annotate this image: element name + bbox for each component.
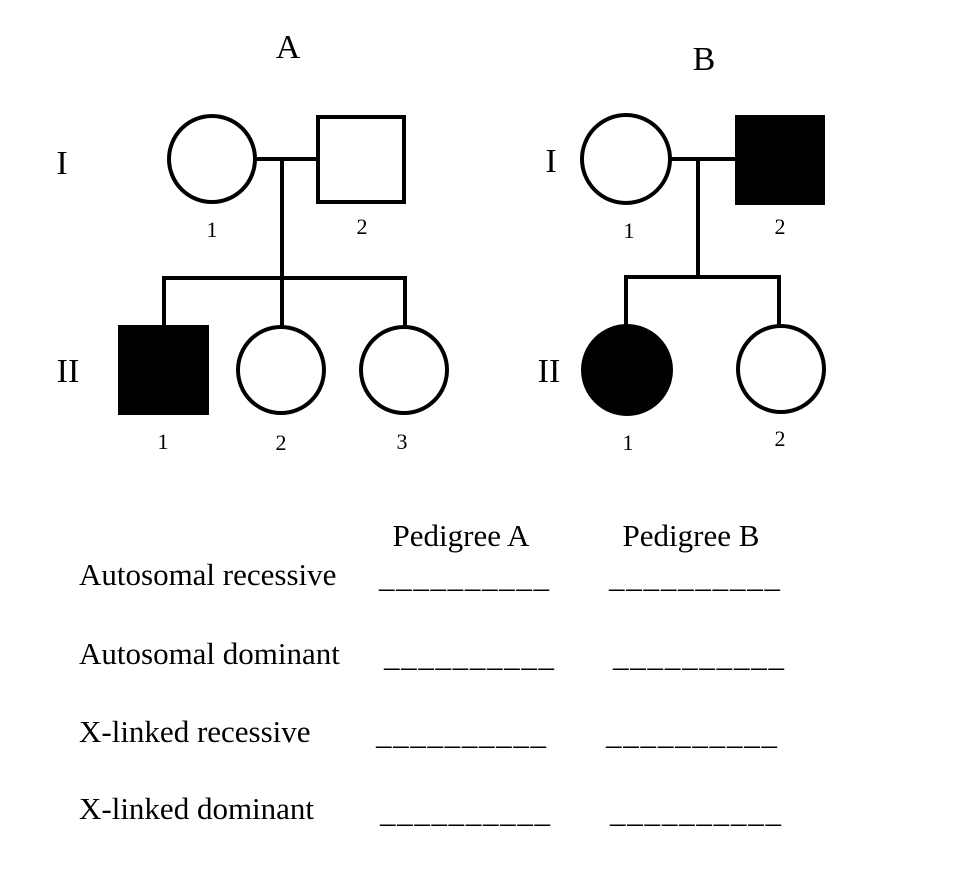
row-label-x-linked-dominant: X-linked dominant (79, 791, 315, 826)
answer-blank-b-autosomal-recessive[interactable]: __________ (609, 559, 780, 594)
pedigree-a-i1-female (169, 116, 255, 202)
row-label-autosomal-recessive: Autosomal recessive (79, 557, 337, 592)
pedigree-b-ii1-female-affected (583, 326, 671, 414)
pedigree-b-ii2-number: 2 (774, 426, 786, 451)
column-header-pedigree-a: Pedigree A (392, 518, 530, 553)
pedigree-b-i1-number: 1 (623, 218, 635, 243)
answer-blank-a-x-linked-dominant[interactable]: __________ (380, 794, 550, 829)
pedigree-a-i1-number: 1 (206, 217, 218, 242)
pedigree-a-ii3-number: 3 (396, 429, 408, 454)
answer-table (79, 518, 785, 829)
pedigree-a-i2-male (318, 117, 404, 202)
answer-blank-b-x-linked-recessive[interactable]: __________ (606, 716, 777, 751)
pedigree-b-title: B (692, 41, 716, 78)
pedigree-a-ii2-female (238, 327, 324, 413)
pedigree-a-ii1-male-affected (119, 326, 208, 414)
answer-blank-a-x-linked-recessive[interactable]: __________ (376, 716, 546, 751)
pedigree-a-ii3-female (361, 327, 447, 413)
answer-blank-b-autosomal-dominant[interactable]: __________ (613, 638, 784, 673)
pedigree-b-generation-i-label: I (545, 143, 557, 180)
answer-blank-a-autosomal-recessive[interactable]: __________ (379, 559, 549, 594)
pedigree-b-i2-number: 2 (774, 214, 786, 239)
row-label-x-linked-recessive: X-linked recessive (79, 714, 311, 749)
pedigree-a-i2-number: 2 (356, 214, 368, 239)
answer-blank-b-x-linked-dominant[interactable]: __________ (610, 794, 781, 829)
pedigree-a-ii1-number: 1 (157, 429, 169, 454)
pedigree-a (56, 29, 447, 455)
answer-blank-a-autosomal-dominant[interactable]: __________ (384, 638, 554, 673)
pedigree-b-generation-ii-label: II (537, 353, 561, 390)
pedigree-b-i2-male-affected (736, 116, 824, 204)
pedigree-b-i1-female (582, 115, 670, 203)
pedigree-b (538, 41, 824, 455)
row-label-autosomal-dominant: Autosomal dominant (79, 636, 340, 671)
pedigree-b-ii1-number: 1 (622, 430, 634, 455)
pedigree-a-generation-i-label: I (56, 145, 68, 182)
pedigree-a-ii2-number: 2 (275, 430, 287, 455)
pedigree-b-ii2-female (738, 326, 824, 412)
pedigree-a-title: A (275, 29, 301, 66)
column-header-pedigree-b: Pedigree B (622, 518, 760, 553)
pedigree-a-generation-ii-label: II (56, 353, 80, 390)
